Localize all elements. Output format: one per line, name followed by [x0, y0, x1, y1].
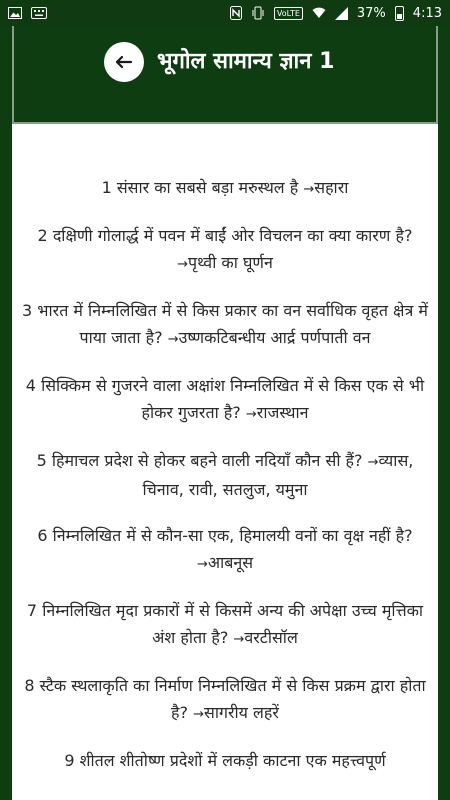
- list-item: [12, 672, 438, 728]
- answer-text: आबनूस: [207, 553, 254, 572]
- arrow-icon: →: [245, 407, 257, 422]
- wifi-icon: [312, 7, 326, 19]
- arrow-icon: →: [233, 632, 245, 647]
- nfc-icon: [230, 6, 242, 20]
- list-item: [12, 747, 438, 774]
- question-text: 3 भारत में निम्नलिखित में से किस प्रकार का वन सर्वाधिक वृहत क्षेत्र में पाया जाता है?: [22, 301, 428, 347]
- answer-text: सहारा: [314, 178, 349, 197]
- battery-percent: 37%: [356, 5, 386, 21]
- question-text: 7 निम्नलिखित मृदा प्रकारों में से किसमें अन्य की अपेक्षा उच्च मृत्तिका अंश होता है?: [26, 601, 424, 647]
- arrow-icon: →: [367, 455, 379, 470]
- status-bar: [0, 0, 450, 26]
- volte-icon: VoLTE: [274, 7, 303, 20]
- question-text: 8 स्टैक स्थलाकृति का निर्माण निम्नलिखित में से किस प्रक्रम द्वारा होता है?: [24, 676, 426, 722]
- battery-icon: [395, 6, 404, 21]
- status-right: [222, 6, 450, 21]
- question-text: 4 सिक्किम से गुजरने वाला अक्षांश निम्नलिखित में से किस एक से भी होकर गुजरता है?: [25, 376, 425, 422]
- list-item: [12, 222, 438, 278]
- clock: 4:13: [412, 5, 442, 21]
- vibrate-icon: [251, 6, 265, 20]
- list-item: [12, 372, 438, 428]
- answer-text: उष्णकटिबन्धीय आर्द्र पर्णपाती वन: [178, 328, 371, 347]
- list-item: [12, 522, 438, 578]
- status-left: [0, 7, 55, 19]
- answer-text: पृथ्वी का घूर्णन: [188, 253, 273, 272]
- arrow-icon: →: [177, 257, 189, 272]
- back-button[interactable]: [104, 42, 144, 82]
- question-text: 2 दक्षिणी गोलार्द्ध में पवन में बाईं ओर विचलन का क्या कारण है?: [37, 226, 413, 245]
- arrow-icon: →: [196, 557, 208, 572]
- keyboard-notification-icon: [31, 7, 47, 19]
- content-area[interactable]: [12, 124, 438, 800]
- answer-text: वरटीसॉल: [244, 628, 298, 647]
- arrow-icon: →: [193, 707, 205, 722]
- arrow-icon: →: [303, 182, 315, 197]
- answer-text: व्यास, चिनाव, रावी, सतलुज, यमुना: [142, 451, 414, 499]
- list-item: [12, 597, 438, 653]
- arrow-icon: →: [167, 332, 179, 347]
- arrow-left-icon: [114, 55, 134, 69]
- answer-text: सागरीय लहरें: [204, 703, 279, 722]
- signal-icon: [335, 7, 348, 20]
- image-notification-icon: [8, 7, 22, 19]
- qa-list: [12, 124, 438, 774]
- app-header: [12, 26, 438, 124]
- list-item: [12, 297, 438, 353]
- question-text: 1 संसार का सबसे बड़ा मरुस्थल है: [101, 178, 299, 197]
- answer-text: राजस्थान: [256, 403, 309, 422]
- question-text: 5 हिमाचल प्रदेश से होकर बहने वाली नदियाँ कौन सी हैं?: [36, 451, 363, 470]
- list-item: [12, 447, 438, 503]
- question-text: 9 शीतल शीतोष्ण प्रदेशों में लकड़ी काटना एक महत्त्वपूर्ण: [64, 751, 386, 770]
- list-item: [12, 174, 438, 203]
- page-title: भूगोल सामान्य ज्ञान 1: [157, 49, 335, 74]
- question-text: 6 निम्नलिखित में से कौन-सा एक, हिमालयी वनों का वृक्ष नहीं है?: [37, 526, 413, 545]
